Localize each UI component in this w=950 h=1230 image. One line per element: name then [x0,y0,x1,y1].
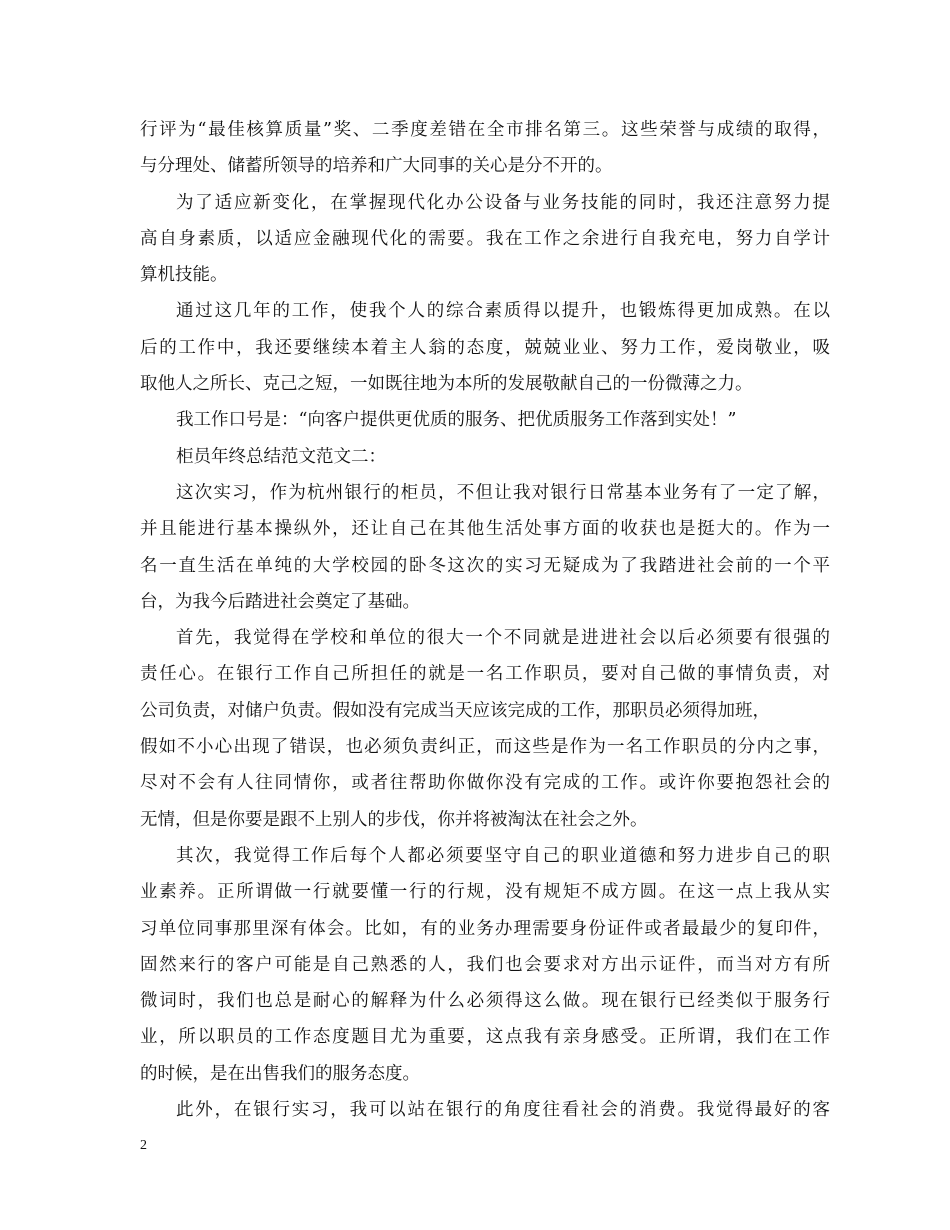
text-line: 名一直生活在单纯的大学校园的卧冬这次的实习无疑成为了我踏进社会前的一个平 [140,555,830,576]
text-line: 算机技能。 [140,265,228,286]
text-line: 其次，我觉得工作后每个人都必须要坚守自己的职业道德和努力进步自己的职 [176,845,830,866]
text-line: 为了适应新变化，在掌握现代化办公设备与业务技能的同时，我还注意努力提 [176,192,830,213]
text-line: 公司负责，对储户负责。假如没有完成当天应该完成的工作，那职员必须得加班， [140,700,770,721]
text-line: 此外，在银行实习，我可以站在银行的角度往看社会的消费。我觉得最好的客 [176,1100,830,1121]
text-line: 首先，我觉得在学校和单位的很大一个不同就是进进社会以后必须要有很强的 [176,628,830,649]
text-line: 高自身素质，以适应金融现代化的需要。我在工作之余进行自我充电，努力自学计 [140,228,830,249]
text-line: 尽对不会有人往同情你，或者往帮助你做你没有完成的工作。或许你要抱怨社会的 [140,773,830,794]
text-line: 假如不小心出现了错误，也必须负责纠正，而这些是作为一名工作职员的分内之事， [140,737,830,758]
text-line: 行评为“最佳核算质量”奖、二季度差错在全市排名第三。这些荣誉与成绩的取得， [140,120,830,140]
text-line: 通过这几年的工作，使我个人的综合素质得以提升，也锻炼得更加成熟。在以 [176,301,830,322]
text-line: 并且能进行基本操纵外，还让自己在其他生活处事方面的收获也是挺大的。作为一 [140,519,830,540]
text-line: 我工作口号是：“向客户提供更优质的服务、把优质服务工作落到实处！” [176,410,737,431]
text-line: 业素养。正所谓做一行就要懂一行的行规，没有规矩不成方圆。在这一点上我从实 [140,882,830,903]
text-line: 后的工作中，我还要继续本着主人翁的态度，兢兢业业、努力工作，爱岗敬业，吸 [140,337,830,358]
text-line: 微词时，我们也总是耐心的解释为什么必须得这么做。现在银行已经类似于服务行 [140,991,830,1012]
text-line: 固然来行的客户可能是自己熟悉的人，我们也会要求对方出示证件，而当对方有所 [140,954,830,975]
page-number: 2 [140,1138,147,1153]
text-line: 无情，但是你要是跟不上别人的步伐，你并将被淘汰在社会之外。 [140,809,648,830]
text-line: 与分理处、储蓄所领导的培养和广大同事的关心是分不开的。 [140,156,613,177]
text-line: 台，为我今后踏进社会奠定了基础。 [140,591,420,612]
section-heading: 柜员年终总结范文范文二： [176,446,386,467]
text-line: 的时候，是在出售我们的服务态度。 [140,1063,420,1084]
text-line: 责任心。在银行工作自己所担任的就是一名工作职员，要对自己做的事情负责，对 [140,664,830,685]
text-line: 取他人之所长、克己之短，一如既往地为本所的发展敬献自己的一份微薄之力。 [140,374,753,395]
text-line: 习单位同事那里深有体会。比如，有的业务办理需要身份证件或者最最少的复印件， [140,918,830,939]
body-text [140,112,830,1128]
text-line: 这次实习，作为杭州银行的柜员，不但让我对银行日常基本业务有了一定了解， [176,482,830,503]
text-line: 业，所以职员的工作态度题目尤为重要，这点我有亲身感受。正所谓，我们在工作 [140,1027,830,1048]
